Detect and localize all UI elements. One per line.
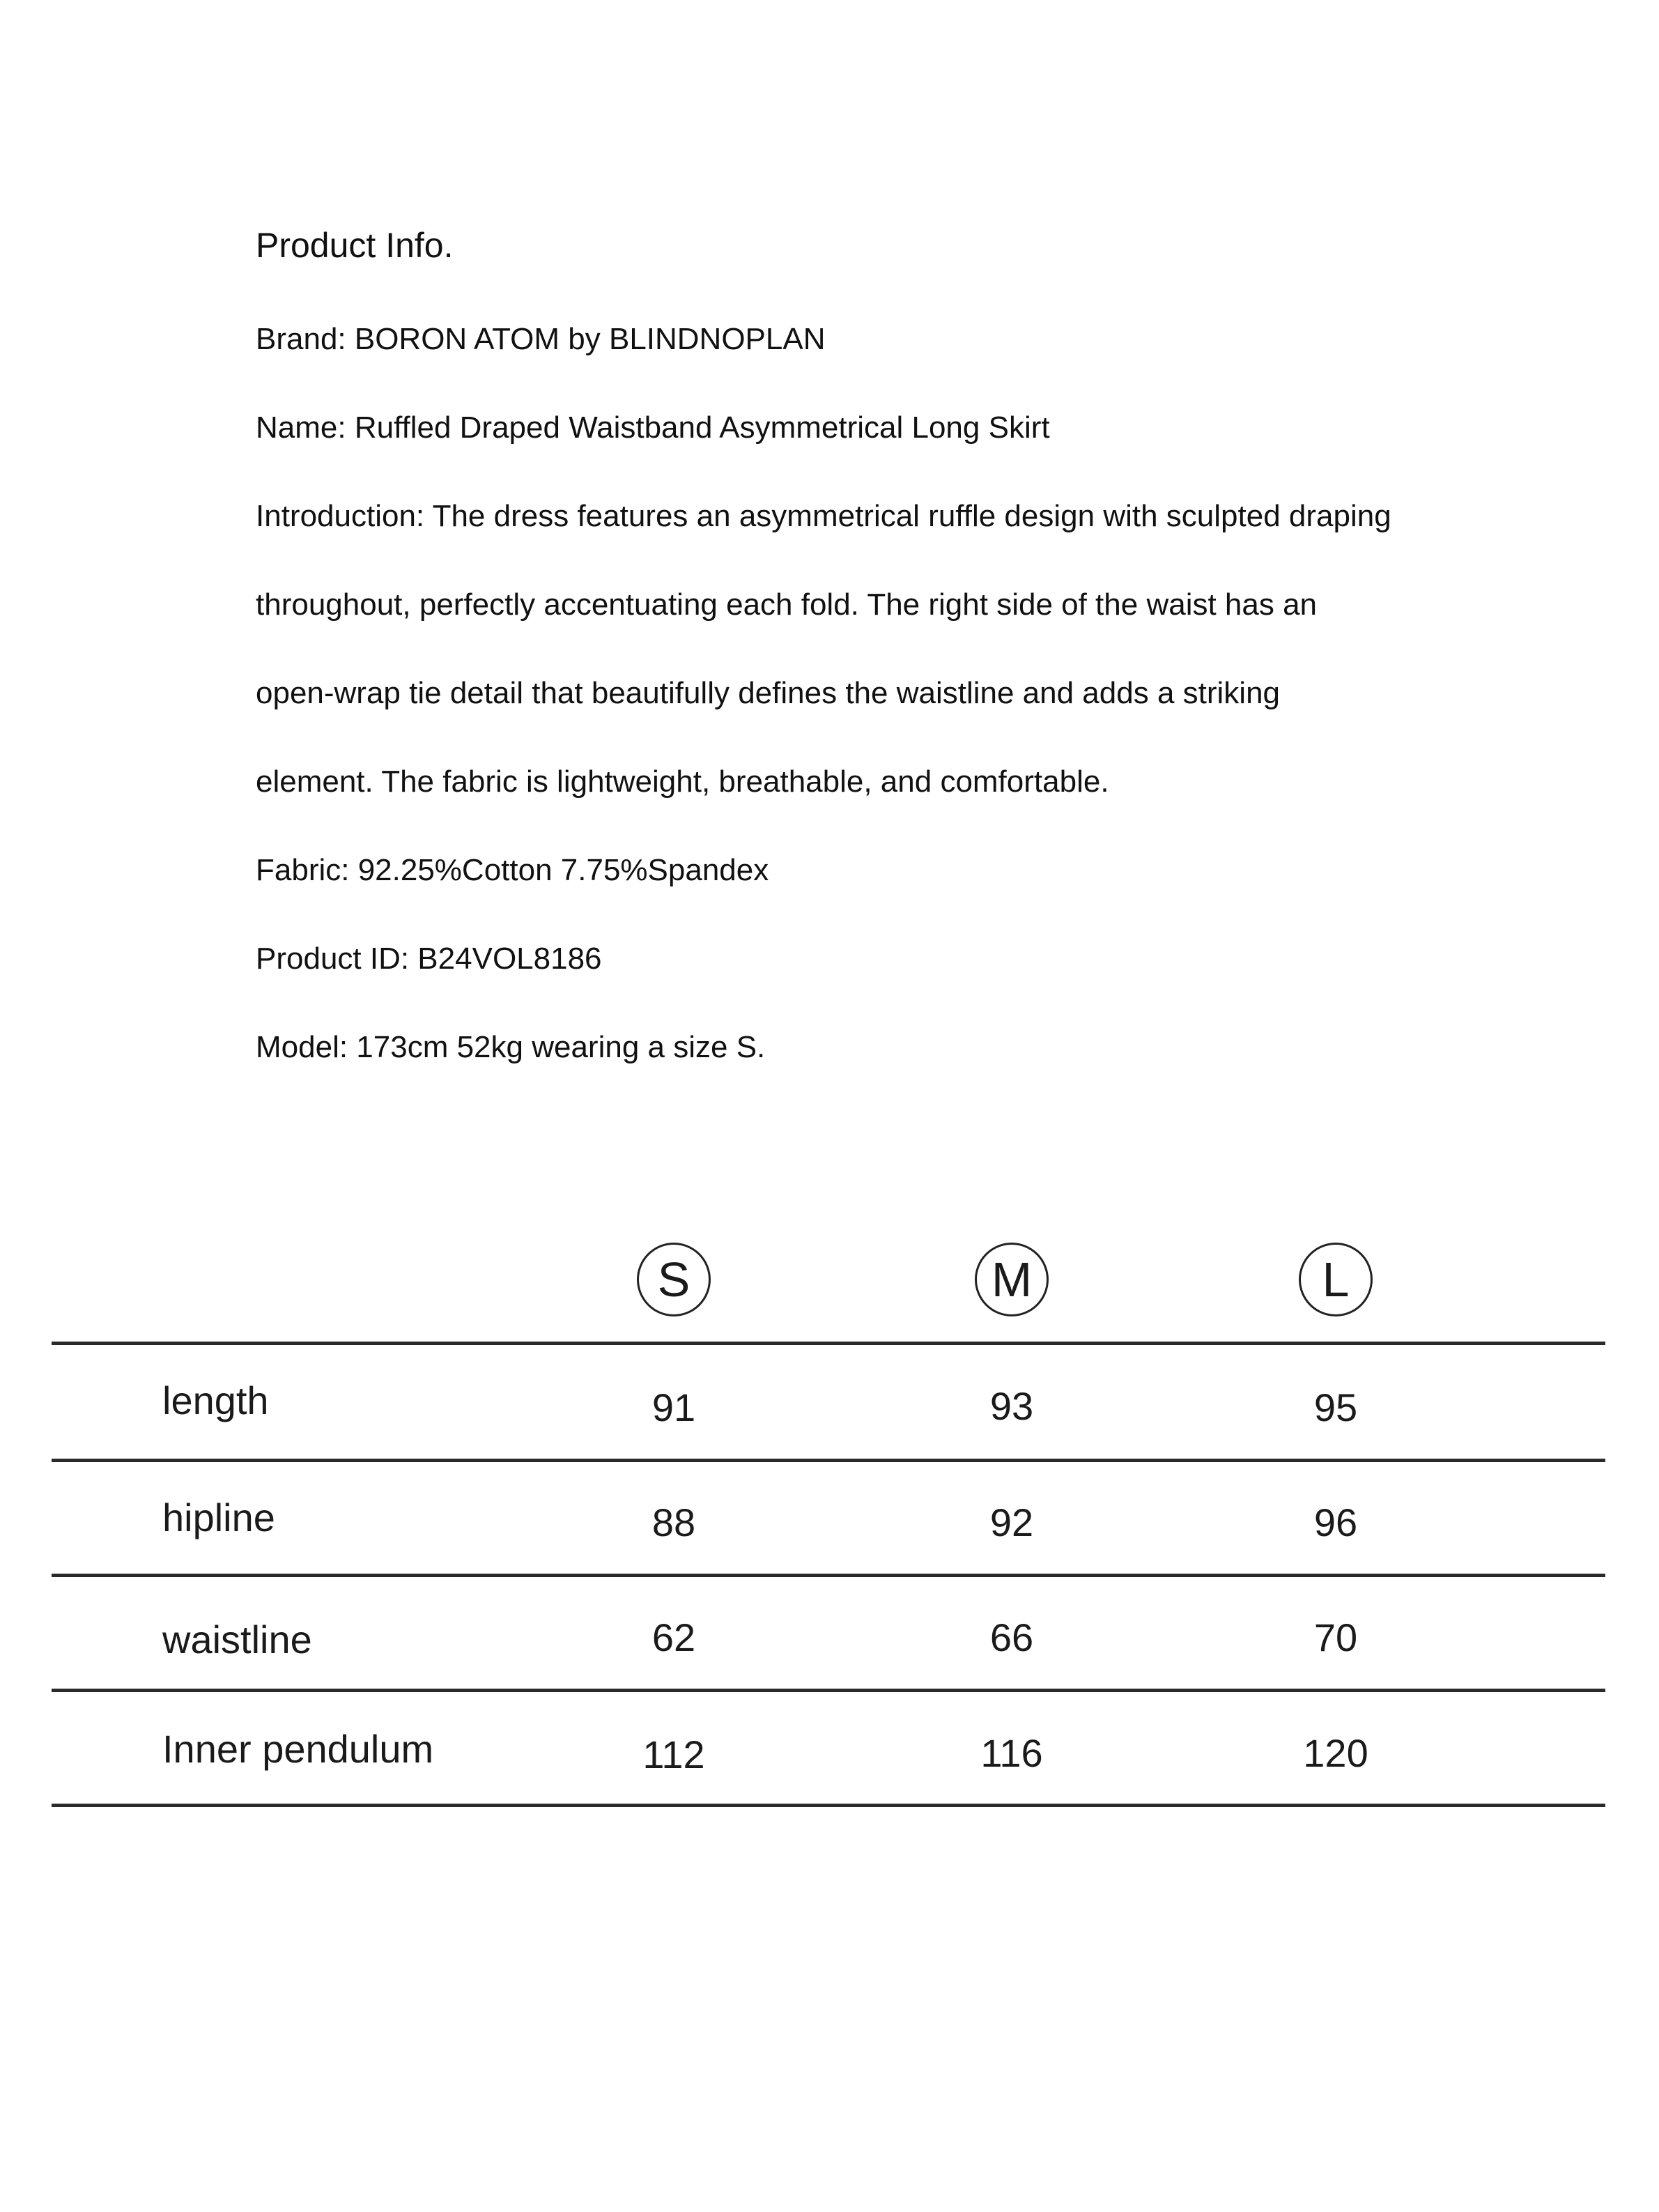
introduction-line-2: throughout, perfectly accentuating each fold. The right side of the waist has an	[256, 587, 1318, 622]
table-rule-top	[52, 1342, 1605, 1345]
product-id-line: Product ID: B24VOL8186	[256, 942, 602, 976]
cell-inner-pendulum-l: 120	[1303, 1731, 1368, 1775]
name-line: Name: Ruffled Draped Waistband Asymmetrical Long Skirt	[256, 410, 1050, 445]
introduction-line-1: Introduction: The dress features an asymmetrical ruffle design with sculpted draping	[256, 499, 1391, 533]
row-label-hipline: hipline	[162, 1496, 275, 1539]
row-label-length: length	[162, 1378, 269, 1422]
cell-hipline-m: 92	[989, 1500, 1034, 1544]
cell-length-m: 93	[989, 1384, 1034, 1428]
brand-line: Brand: BORON ATOM by BLINDNOPLAN	[256, 322, 826, 356]
row-label-waistline: waistline	[162, 1618, 312, 1661]
size-header-s: S	[637, 1243, 711, 1316]
cell-waistline-m: 66	[989, 1615, 1034, 1659]
table-rule-bottom	[52, 1804, 1605, 1807]
row-label-inner-pendulum: Inner pendulum	[162, 1727, 434, 1771]
table-rule	[52, 1459, 1605, 1462]
model-line: Model: 173cm 52kg wearing a size S.	[256, 1030, 766, 1064]
cell-hipline-s: 88	[651, 1500, 696, 1544]
cell-inner-pendulum-s: 112	[642, 1733, 705, 1776]
introduction-line-3: open-wrap tie detail that beautifully defines the waistline and adds a striking	[256, 676, 1281, 710]
product-info-title: Product Info.	[256, 226, 454, 265]
size-header-l: L	[1299, 1243, 1373, 1316]
cell-length-s: 91	[651, 1385, 696, 1429]
cell-waistline-s: 62	[651, 1615, 696, 1659]
cell-hipline-l: 96	[1313, 1500, 1358, 1544]
fabric-line: Fabric: 92.25%Cotton 7.75%Spandex	[256, 853, 769, 887]
introduction-line-4: element. The fabric is lightweight, breathable, and comfortable.	[256, 765, 1109, 799]
size-header-m: M	[975, 1243, 1049, 1316]
cell-inner-pendulum-m: 116	[980, 1731, 1043, 1775]
table-rule	[52, 1574, 1605, 1577]
table-rule	[52, 1689, 1605, 1692]
cell-waistline-l: 70	[1313, 1615, 1358, 1659]
cell-length-l: 95	[1313, 1385, 1358, 1429]
